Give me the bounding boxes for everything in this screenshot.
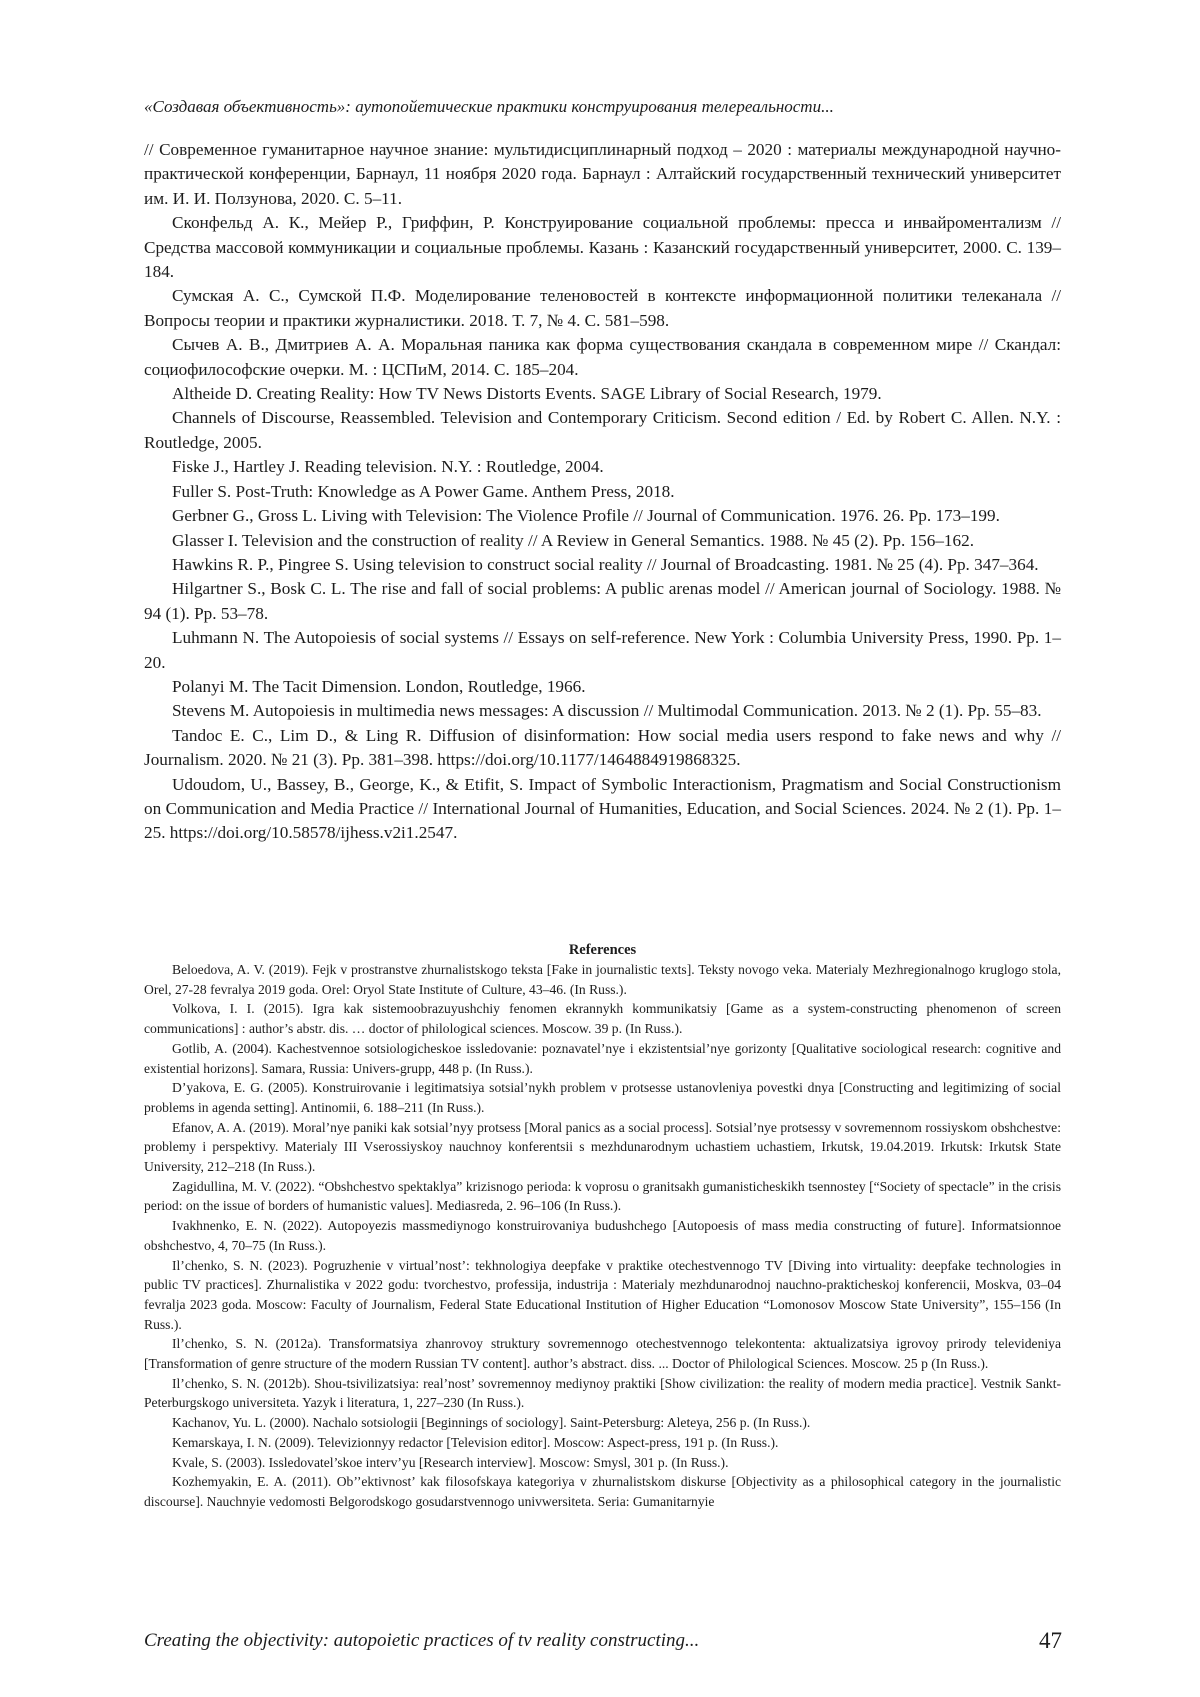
bibliography-entry: Tandoc E. C., Lim D., & Ling R. Diffusion of disinformation: How social media users respond to fake news and why // Journalism. 2020. № 21 (3). Pp. 381–398. https://doi.org/10.1177/1464884919868325. (144, 725, 1061, 770)
references-list (144, 960, 1061, 1512)
bibliography-entry: Сумская А. С., Сумской П.Ф. Моделирование теленовостей в контексте информационной политики телеканала // Вопросы теории и практики журналистики. 2018. Т. 7, № 4. С. 581–598. (144, 286, 1061, 330)
bibliography-entry: Channels of Discourse, Reassembled. Television and Contemporary Criticism. Second edition / Ed. by Robert C. Allen. N.Y. : Routledge, 2005. (144, 408, 1061, 452)
reference-entry: Kvale, S. (2003). Issledovatel’skoe interv’yu [Research interview]. Moscow: Smysl, 301 p. (In Russ.). (172, 1454, 729, 1470)
reference-entry: Efanov, A. A. (2019). Moral’nye paniki kak sotsial’nyy protsess [Moral panics as a social process]. Sotsial’nye protsessy v sovremennom rossiyskom obshchestve: problemy i perspektivy. Materialy III Vserossiyskoy nauchnoy konferentsii s mezhdunarodnym uchastiem uchastiem, Irkutsk, 19.04.2019. Irkutsk: Irkutsk State University, 212–218 (In Russ.). (144, 1119, 1061, 1175)
bibliography-entry: Fuller S. Post-Truth: Knowledge as A Power Game. Anthem Press, 2018. (172, 481, 675, 501)
bibliography-entry: Stevens M. Autopoiesis in multimedia news messages: A discussion // Multimodal Communication. 2013. № 2 (1). Pp. 55–83. (172, 701, 1042, 721)
reference-entry: Beloedova, A. V. (2019). Fejk v prostranstve zhurnalistskogo teksta [Fake in journalistic texts]. Teksty novogo veka. Materialy Mezhregionalnogo kruglogo stola, Orel, 27-28 fevralya 2019 goda. Orel: Oryol State Institute of Culture, 43–46. (In Russ.). (144, 962, 1061, 997)
bibliography-entry: Fiske J., Hartley J. Reading television. N.Y. : Routledge, 2004. (172, 457, 604, 477)
reference-entry: Kemarskaya, I. N. (2009). Televizionnyy redactor [Television editor]. Moscow: Aspect-press, 191 p. (In Russ.). (172, 1434, 779, 1450)
reference-entry: Il’chenko, S. N. (2023). Pogruzhenie v virtual’nost’: tekhnologiya deepfake v praktike otechestvennogo TV [Diving into virtuality: deepfake technologies in public TV practices]. Zhurnalistika v 2022 godu: tvorchestvo, professija, industrija : Materialy mezhdunarodnoj nauchno-prakticheskoj konferencii, Moskva, 03–04 fevralja 2023 goda. Moscow: Faculty of Journalism, Federal State Educational Institution of Higher Education “Lomonosov Moscow State University”, 155–156 (In Russ.). (144, 1257, 1061, 1332)
running-head: «Создавая объективность»: аутопойетические практики конструирования телереальности... (144, 97, 834, 116)
reference-entry: Kachanov, Yu. L. (2000). Nachalo sotsiologii [Beginnings of sociology]. Saint-Petersburg: Aleteya, 256 p. (In Russ.). (172, 1415, 811, 1431)
reference-entry: Kozhemyakin, E. A. (2011). Ob’’ektivnost’ kak filosofskaya kategoriya v zhurnalistskom diskurse [Objectivity as a philosophical category in the journalistic discourse]. Nauchnyie vedomosti Belgorodskogo gosudarstvennogo univwersiteta. Seria: Gumanitarnyie (144, 1474, 1061, 1509)
bibliography-entry: Polanyi M. The Tacit Dimension. London, Routledge, 1966. (172, 676, 586, 696)
reference-entry: Il’chenko, S. N. (2012b). Shou-tsivilizatsiya: real’nost’ sovremennoy mediynoy praktiki [Show civilization: the reality of modern media practice]. Vestnik Sankt-Peterburgskogo universiteta. Yazyk i literatura, 1, 227–230 (In Russ.). (144, 1375, 1061, 1411)
bibliography-entry: Hilgartner S., Bosk C. L. The rise and fall of social problems: A public arenas model // American journal of Sociology. 1988. № 94 (1). Pp. 53–78. (144, 579, 1061, 623)
reference-entry: Il’chenko, S. N. (2012a). Transformatsiya zhanrovoy struktury sovremennogo otechestvennogo telekontenta: aktualizatsiya igrovoy prirody televideniya [Transformation of genre structure of the modern Russian TV content]. author’s abstract. diss. ... Doctor of Philological Sciences. Moscow. 25 p (In Russ.). (144, 1336, 1061, 1372)
bibliography-entry: Сконфельд А. К., Мейер Р., Гриффин, Р. Конструирование социальной проблемы: пресса и инвайроментализм // Средства массовой коммуникации и социальные проблемы. Казань : Казанский государственный университет, 2000. С. 139–184. (144, 213, 1061, 282)
bibliography-entry: Luhmann N. The Autopoiesis of social systems // Essays on self-reference. New York : Columbia University Press, 1990. Pp. 1–20. (144, 628, 1061, 672)
reference-entry: Gotlib, A. (2004). Kachestvennoe sotsiologicheskoe issledovanie: poznavatel’nye i ekzistentsial’nye gorizonty [Qualitative sociological research: cognitive and existential horizons]. Samara, Russia: Univers-grupp, 448 p. (In Russ.). (144, 1040, 1061, 1076)
references-heading: References (568, 942, 637, 958)
reference-entry: Ivakhnenko, E. N. (2022). Autopoyezis massmediynogo konstruirovaniya budushchego [Autopoesis of mass media constructing of future]. Informatsionnoe obshchestvo, 4, 70–75 (In Russ.). (144, 1218, 1061, 1253)
bibliography-entry: Hawkins R. P., Pingree S. Using television to construct social reality // Journal of Broadcasting. 1981. № 25 (4). Pp. 347–364. (172, 554, 1039, 574)
page-number: 47 (1039, 1628, 1062, 1653)
bibliography-entry: Altheide D. Creating Reality: How TV News Distorts Events. SAGE Library of Social Research, 1979. (172, 384, 882, 404)
bibliography-entry: Glasser I. Television and the construction of reality // A Review in General Semantics. 1988. № 45 (2). Pp. 156–162. (172, 530, 975, 550)
bibliography-entry: // Современное гуманитарное научное знание: мультидисциплинарный подход – 2020 : материалы международной научно-практической конференции, Барнаул, 11 ноября 2020 года. Барнаул : Алтайский государственный технический университет им. И. И. Ползунова, 2020. С. 5–11. (144, 140, 1061, 208)
reference-entry: D’yakova, E. G. (2005). Konstruirovanie i legitimatsiya sotsial’nykh problem v protsesse ustanovleniya povestki dnya [Constructing and legitimizing of social problems in agenda setting]. Antinomii, 6. 188–211 (In Russ.). (144, 1080, 1061, 1115)
bibliography-list (144, 138, 1061, 846)
bibliography-entry: Udoudom, U., Bassey, B., George, K., & Etifit, S. Impact of Symbolic Interactionism, Pragmatism and Social Constructionism on Communication and Media Practice // International Journal of Humanities, Education, and Social Sciences. 2024. № 2 (1). Pp. 1–25. https://doi.org/10.58578/ijhess.v2i1.2547. (144, 774, 1061, 843)
reference-entry: Volkova, I. I. (2015). Igra kak sistemoobrazuyushchiy fenomen ekrannykh kommunikatsiy [Game as a system-constructing phenomenon of screen communications] : author’s abstr. dis. … doctor of philological sciences. Moscow. 39 p. (In Russ.). (144, 1001, 1061, 1037)
bibliography-entry: Gerbner G., Gross L. Living with Television: The Violence Profile // Journal of Communication. 1976. 26. Pp. 173–199. (172, 506, 1000, 526)
reference-entry: Zagidullina, M. V. (2022). “Obshchestvo spektaklya” krizisnogo perioda: k voprosu o granitsakh gumanisticheskikh tsennostey [“Society of spectacle” in the crisis period: on the issue of borders of humanistic values]. Mediasreda, 2. 96–106 (In Russ.). (144, 1178, 1061, 1214)
footer-title: Creating the objectivity: autopoietic practices of tv reality constructing... (144, 1630, 700, 1651)
bibliography-entry: Сычев А. В., Дмитриев А. А. Моральная паника как форма существования скандала в современном мире // Скандал: социофилософские очерки. М. : ЦСПиМ, 2014. С. 185–204. (144, 335, 1061, 379)
